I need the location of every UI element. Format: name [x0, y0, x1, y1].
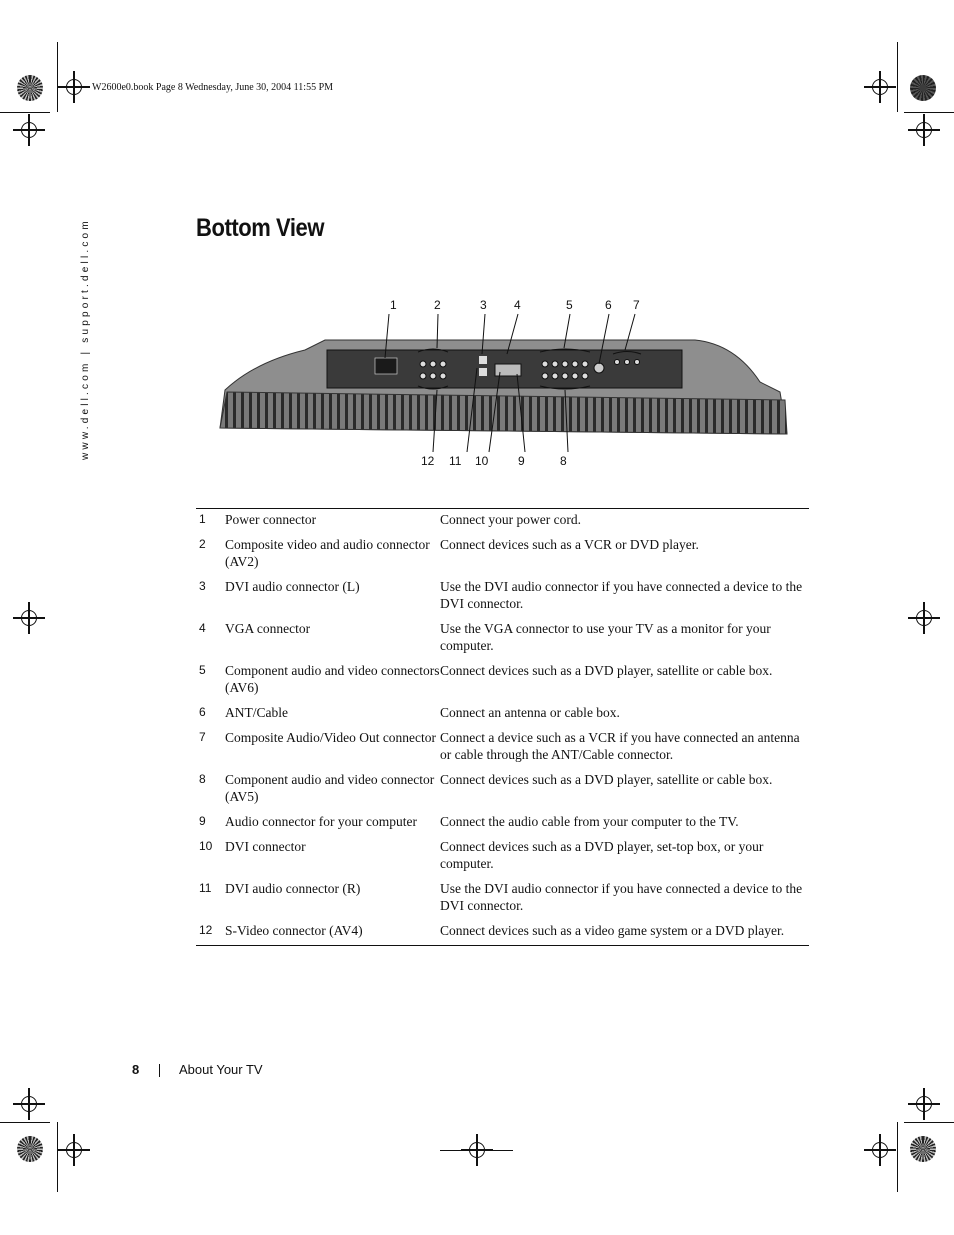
- table-row: [196, 878, 809, 920]
- row-number: 6: [199, 705, 206, 719]
- table-row: [196, 576, 809, 618]
- connector-description: Connect devices such as a VCR or DVD player.: [440, 537, 699, 552]
- connector-name: S-Video connector (AV4): [225, 923, 363, 938]
- page-title: Bottom View: [196, 214, 324, 242]
- connector-name: ANT/Cable: [225, 705, 288, 720]
- row-number: 3: [199, 579, 206, 593]
- table-row: [196, 836, 809, 878]
- connector-description: Use the VGA connector to use your TV as a monitor for your computer.: [440, 621, 771, 653]
- footer-section-title: About Your TV: [179, 1062, 263, 1077]
- row-number: 2: [199, 537, 206, 551]
- callout-7: 7: [633, 298, 640, 312]
- connector-description: Use the DVI audio connector if you have connected a device to the DVI connector.: [440, 881, 803, 913]
- connector-name: DVI audio connector (L): [225, 579, 360, 594]
- connector-description: Connect the audio cable from your computer to the TV.: [440, 814, 739, 829]
- table-row: [196, 727, 809, 769]
- connector-name: DVI connector: [225, 839, 306, 854]
- callout-10: 10: [475, 454, 489, 468]
- row-number: 7: [199, 730, 206, 744]
- callout-4: 4: [514, 298, 521, 312]
- connector-name: Composite video and audio connector (AV2): [225, 537, 430, 569]
- callout-9: 9: [518, 454, 525, 468]
- connector-description: Connect a device such as a VCR if you have connected an antenna or cable through the ANT/Cable connector.: [440, 730, 800, 762]
- registration-star-icon: [17, 75, 43, 101]
- file-header-note: W2600e0.book Page 8 Wednesday, June 30, 2004 11:55 PM: [92, 82, 334, 93]
- table-row: [196, 509, 809, 535]
- crosshair-icon: [21, 610, 37, 626]
- connector-description: Connect your power cord.: [440, 512, 581, 527]
- callout-12: 12: [421, 454, 435, 468]
- callout-8: 8: [560, 454, 567, 468]
- table-row: [196, 702, 809, 727]
- connector-description: Connect an antenna or cable box.: [440, 705, 620, 720]
- connector-description: Connect devices such as a video game system or a DVD player.: [440, 923, 785, 938]
- crosshair-icon: [916, 610, 932, 626]
- connector-description: Connect devices such as a DVD player, set-top box, or your computer.: [440, 839, 764, 871]
- tv-bottom-view-figure: [215, 292, 795, 472]
- crop-mark: [904, 1122, 954, 1123]
- connector-description: Connect devices such as a DVD player, satellite or cable box.: [440, 772, 773, 787]
- table-row: [196, 920, 809, 946]
- row-number: 1: [199, 512, 206, 526]
- connector-name: Audio connector for your computer: [225, 814, 417, 829]
- row-number: 5: [199, 663, 206, 677]
- callout-3: 3: [480, 298, 487, 312]
- crosshair-icon: [916, 1096, 932, 1112]
- crosshair-icon: [21, 122, 37, 138]
- connector-name: Component audio and video connector (AV5): [225, 772, 435, 804]
- crosshair-icon: [916, 122, 932, 138]
- crop-mark: [57, 42, 58, 112]
- crosshair-icon: [872, 1142, 888, 1158]
- crop-mark: [0, 112, 50, 113]
- page-number: 8: [132, 1062, 140, 1077]
- crop-mark: [897, 1122, 898, 1192]
- connector-name: Power connector: [225, 512, 317, 527]
- crop-mark: [440, 1150, 513, 1151]
- callout-2: 2: [434, 298, 441, 312]
- row-number: 12: [199, 923, 213, 937]
- table-row: [196, 618, 809, 660]
- crop-mark: [57, 1122, 58, 1192]
- crop-mark: [897, 42, 898, 112]
- table-row: [196, 811, 809, 836]
- callout-1: 1: [390, 298, 397, 312]
- footer-divider: [159, 1064, 160, 1077]
- connector-name: VGA connector: [225, 621, 311, 636]
- connector-name: Component audio and video connectors (AV6): [225, 663, 440, 695]
- callout-5: 5: [566, 298, 573, 312]
- registration-star-icon: [910, 1136, 936, 1162]
- table-row: [196, 660, 809, 702]
- connector-name: Composite Audio/Video Out connector: [225, 730, 437, 745]
- connector-name: DVI audio connector (R): [225, 881, 361, 896]
- tv-bottom-illustration: [215, 292, 795, 472]
- row-number: 11: [199, 881, 212, 895]
- callout-11: 11: [449, 454, 462, 468]
- table-row: [196, 534, 809, 576]
- row-number: 9: [199, 814, 206, 828]
- connector-description: Connect devices such as a DVD player, satellite or cable box.: [440, 663, 773, 678]
- connector-description: Use the DVI audio connector if you have connected a device to the DVI connector.: [440, 579, 803, 611]
- sidebar-url: www.dell.com | support.dell.com: [80, 218, 91, 460]
- registration-star-icon: [910, 75, 936, 101]
- row-number: 10: [199, 839, 213, 853]
- row-number: 4: [199, 621, 206, 635]
- row-number: 8: [199, 772, 206, 786]
- crop-mark: [904, 112, 954, 113]
- crosshair-icon: [66, 79, 82, 95]
- crosshair-icon: [872, 79, 888, 95]
- crop-mark: [0, 1122, 50, 1123]
- registration-star-icon: [17, 1136, 43, 1162]
- crosshair-icon: [66, 1142, 82, 1158]
- callout-6: 6: [605, 298, 612, 312]
- connector-table: [196, 508, 809, 946]
- crosshair-icon: [21, 1096, 37, 1112]
- table-row: [196, 769, 809, 811]
